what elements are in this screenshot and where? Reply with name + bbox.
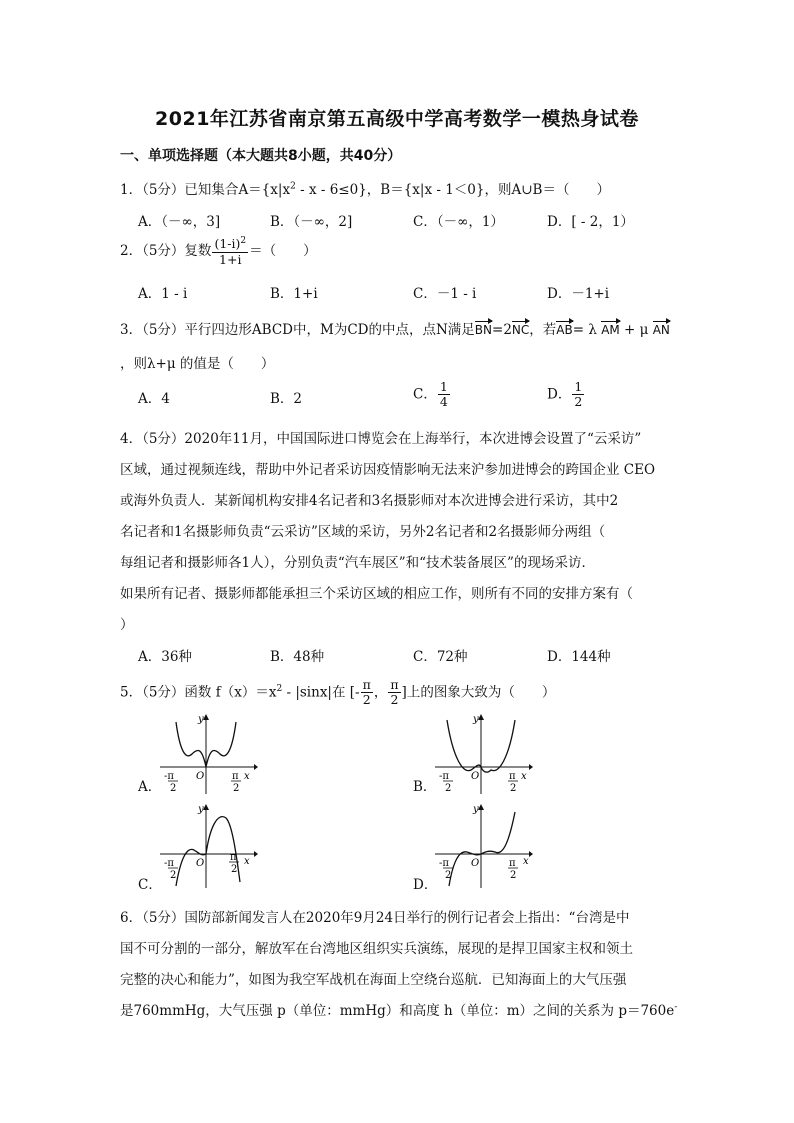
- question-5-stem: 5．（5分）函数 $f(x)=x^2 - |\sin x|$在 [- $\frac{\pi}{2}$ ， $\frac{\pi}{2}$ ]上的图象大致为（ ）: [120, 677, 556, 708]
- question-2-option-d[interactable]: D．－1+i: [547, 286, 610, 302]
- svg-text:x: x: [523, 856, 529, 867]
- question-6-line-1: 6．（5分）国防部新闻发言人在2020年9月24日举行的例行记者会上指出：“台湾是中: [120, 910, 630, 926]
- vector-an: AN: [653, 319, 670, 337]
- question-2-stem: 2．（5分）复数 $\frac{(1-i)^2}{1+i}$ ＝（ ）: [120, 236, 317, 267]
- question-3-option-b[interactable]: B．2: [270, 391, 303, 407]
- question-6-line-2: 国不可分割的一部分，解放军在台湾地区组织实兵演练，展现的是捍卫国家主权和领土: [120, 941, 633, 957]
- question-4-option-a[interactable]: A．36种: [138, 649, 192, 665]
- svg-text:2: 2: [170, 783, 177, 794]
- graph-c[interactable]: [158, 802, 258, 890]
- question-5-option-d[interactable]: D．: [413, 877, 438, 893]
- svg-text:-π: -π: [439, 771, 449, 782]
- graph-b[interactable]: [433, 712, 533, 796]
- question-5-option-a[interactable]: A．: [138, 779, 162, 795]
- svg-text:y: y: [473, 804, 479, 815]
- question-4-line-7: ）: [120, 617, 134, 633]
- svg-text:y: y: [473, 714, 479, 725]
- question-5-option-b[interactable]: B．: [413, 779, 437, 795]
- question-4-line-4: 名记者和1名摄影师负责“云采访”区域的采访，另外2名记者和2名摄影师分两组（: [120, 524, 606, 540]
- question-4-option-d[interactable]: D．144种: [547, 649, 611, 665]
- question-4-line-6: 如果所有记者、摄影师都能承担三个采访区域的相应工作，则所有不同的安排方案有（: [120, 586, 633, 602]
- vector-am: AM: [601, 319, 620, 337]
- question-4-line-1: 4．（5分）2020年11月，中国国际进口博览会在上海举行，本次进博会设置了“云采访”: [120, 431, 642, 447]
- question-6-line-4: 是760mmHg，大气压强 p（单位：mmHg）和高度 h（单位：m）之间的关系为 p＝760e-: [120, 1002, 678, 1019]
- svg-text:x: x: [244, 771, 250, 782]
- question-1-option-b[interactable]: B．（－∞，2]: [270, 214, 353, 230]
- question-1-option-d[interactable]: D．[ - 2，1）: [547, 214, 634, 230]
- svg-text:y: y: [198, 804, 204, 815]
- svg-text:2: 2: [445, 783, 452, 794]
- vector-bn: BN: [475, 319, 492, 337]
- question-4-option-c[interactable]: C．72种: [413, 649, 468, 665]
- question-4-option-b[interactable]: B．48种: [270, 649, 325, 665]
- question-1-option-a[interactable]: A．（－∞，3]: [138, 214, 221, 230]
- question-2-option-c[interactable]: C．－1 - i: [413, 286, 477, 302]
- question-4-line-3: 或海外负责人．某新闻机构安排4名记者和3名摄影师对本次进博会进行采访，其中2: [120, 493, 619, 509]
- vector-nc: NC: [512, 319, 529, 337]
- svg-text:O: O: [196, 771, 205, 782]
- question-3-option-c[interactable]: C． $\frac{1}{4}$: [413, 379, 448, 410]
- question-1-option-c[interactable]: C．（－∞，1）: [413, 214, 504, 230]
- question-2-option-a[interactable]: A．1 - i: [138, 286, 188, 302]
- svg-text:-π: -π: [164, 771, 174, 782]
- svg-text:y: y: [198, 714, 204, 725]
- question-4-line-2: 区域，通过视频连线，帮助中外记者采访因疫情影响无法来沪参加进博会的跨国企业 CEO: [120, 462, 656, 478]
- svg-text:2: 2: [233, 783, 240, 794]
- question-4-line-5: 每组记者和摄影师各1人），分别负责“汽车展区”和“技术装备展区”的现场采访．: [120, 555, 595, 571]
- svg-text:-π: -π: [439, 858, 449, 869]
- question-3-stem: 3．（5分）平行四边形ABCD中，M为CD的中点，点N满足BN=2NC，若AB= λ AM + μ AN: [120, 318, 670, 338]
- question-3-option-d[interactable]: D． $\frac{1}{2}$: [547, 379, 583, 410]
- page-title: 2021年江苏省南京第五高级中学高考数学一模热身试卷: [155, 108, 639, 130]
- question-2-option-b[interactable]: B．1+i: [270, 286, 318, 302]
- question-6-line-3: 完整的决心和能力”，如图为我空军战机在海面上空绕台巡航．已知海面上的大气压强: [120, 972, 627, 988]
- svg-text:x: x: [244, 856, 250, 867]
- svg-text:-π: -π: [164, 858, 174, 869]
- question-1-stem: 1．（5分）已知集合$A=\{x|x^2 - x - 6\le 0\}$，B＝{x|x - 1＜0}，则A∪B＝（ ）: [120, 181, 610, 198]
- svg-text:2: 2: [510, 783, 517, 794]
- svg-text:x: x: [521, 771, 527, 782]
- svg-text:π: π: [509, 771, 516, 782]
- section-heading: 一、单项选择题（本大题共8小题，共40分）: [120, 148, 402, 164]
- question-3-stem-cont: ，则λ+μ 的值是（ ）: [120, 356, 275, 372]
- svg-text:2: 2: [445, 870, 452, 881]
- svg-text:O: O: [196, 858, 205, 869]
- svg-text:O: O: [471, 771, 480, 782]
- question-5-option-c[interactable]: C．: [138, 877, 162, 893]
- question-3-option-a[interactable]: A．4: [138, 391, 170, 407]
- svg-text:2: 2: [231, 864, 238, 875]
- vector-ab: AB: [556, 319, 572, 337]
- svg-text:π: π: [230, 852, 237, 863]
- svg-text:2: 2: [510, 870, 517, 881]
- svg-text:π: π: [232, 771, 239, 782]
- graph-d[interactable]: [433, 802, 533, 890]
- svg-text:2: 2: [170, 870, 177, 881]
- svg-text:O: O: [471, 858, 480, 869]
- complex-fraction: $\frac{(1-i)^2}{1+i}$: [214, 236, 247, 267]
- svg-text:π: π: [509, 858, 516, 869]
- graph-a[interactable]: [158, 712, 258, 796]
